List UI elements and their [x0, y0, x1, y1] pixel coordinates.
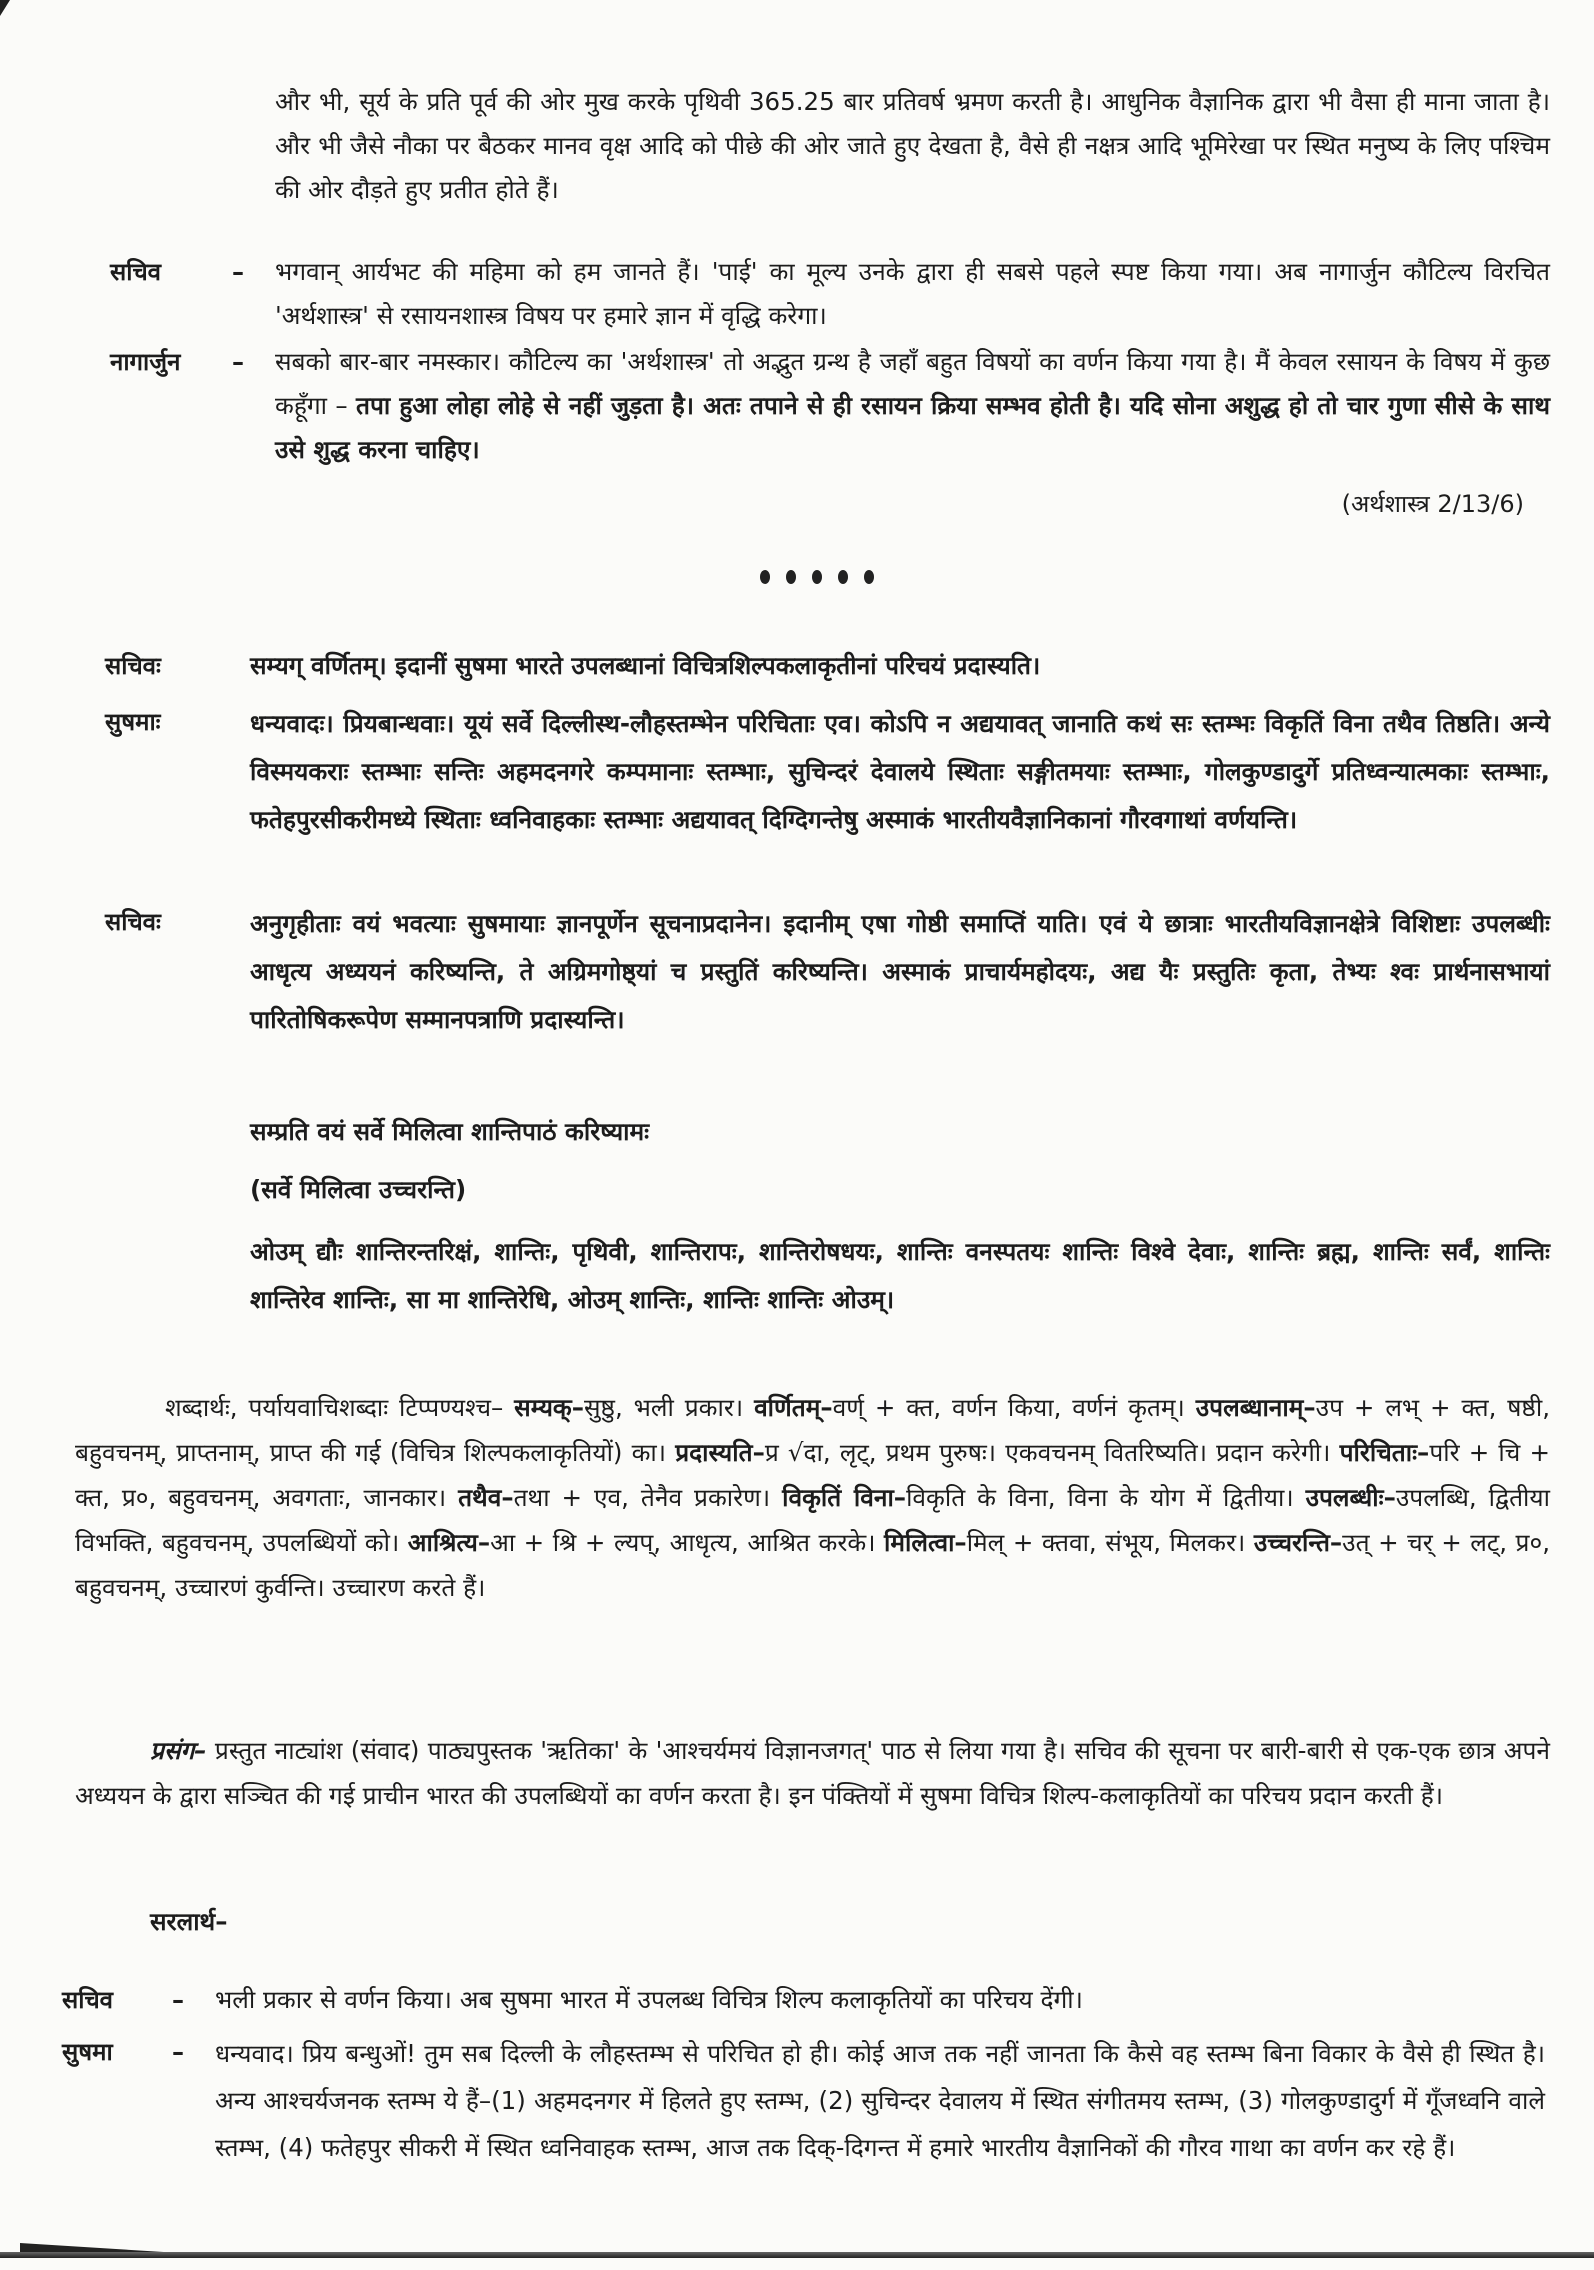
glossary-term: उपलब्धीः–	[1305, 1483, 1396, 1512]
glossary-meaning: तथा + एव, तेनैव प्रकारेण।	[513, 1483, 771, 1512]
glossary-term: आश्रित्य–	[407, 1528, 491, 1557]
glossary-meaning: प्र √दा, लृट्, प्रथम पुरुषः। एकवचनम् वितरिष्यति। प्रदान करेगी।	[764, 1438, 1331, 1467]
separator-dot	[864, 570, 874, 584]
summary-text: धन्यवाद। प्रिय बन्धुओं! तुम सब दिल्ली के लौहस्तम्भ से परिचित हो ही। कोई आज तक नहीं जानता कि कैसे वह स्तम्भ बिना विकार के वैसे ही स्थित है। अन्य आश्चर्यजनक स्तम्भ ये हैं–(1) अहमदनगर में हिलते हुए स्तम्भ, (2) सुचिन्दर देवालय में स्थित संगीतमय स्तम्भ, (3) गोलकुण्डादुर्ग में गूँजध्वनि वाले स्तम्भ, (4) फतेहपुर सीकरी में स्थित ध्वनिवाहक स्तम्भ, आज तक दिक्-दिगन्त में हमारे भारतीय वैज्ञानिकों की गौरव गाथा का वर्णन कर रहे हैं।	[215, 2039, 1545, 2162]
context-label: प्रसंग–	[150, 1736, 207, 1765]
speaker-dash: –	[232, 348, 244, 376]
glossary-term: तथैव–	[458, 1483, 514, 1512]
glossary-meaning: मिल् + क्तवा, संभूय, मिलकर।	[966, 1528, 1246, 1557]
glossary-meaning: उपलब्धि, द्वितीया विभक्ति, बहुवचनम्, उपलब्धियों को।	[75, 1483, 1550, 1557]
sanskrit-text: अनुगृहीताः वयं भवत्याः सुषमायाः ज्ञानपूर्णेन सूचनाप्रदानेन। इदानीम् एषा गोष्ठी समाप्तिं याति। एवं ये छात्राः भारतीयविज्ञानक्षेत्रे विशिष्टाः उपलब्धीः आधृत्य अध्ययनं करिष्यन्ति, ते अग्रिमगोष्ठ्यां च प्रस्तुतिं करिष्यन्ति। अस्माकं प्राचार्यमहोदयः, अद्य यैः प्रस्तुतिः कृता, तेभ्यः श्वः प्रार्थनासभायां पारितोषिकरूपेण सम्मानपत्राणि प्रदास्यन्ति।	[250, 909, 1550, 1034]
glossary-term: वर्णितम्–	[754, 1393, 833, 1422]
glossary-meaning: उप + लभ् + क्त, षष्ठी, बहुवचनम्, प्राप्तनाम्, प्राप्त की गई (विचित्र शिल्पकलाकृतियों) का।	[75, 1393, 1550, 1467]
shanti-intro: सम्प्रति वयं सर्वे मिलित्वा शान्तिपाठं करिष्यामः	[250, 1117, 650, 1146]
separator-dot	[786, 570, 796, 584]
dialogue-text: भगवान् आर्यभट की महिमा को हम जानते हैं। 'पाई' का मूल्य उनके द्वारा ही सबसे पहले स्पष्ट किया गया। अब नागार्जुन कौटिल्य विरचित 'अर्थशास्त्र' से रसायनशास्त्र विषय पर हमारे ज्ञान में वृद्धि करेगा।	[275, 257, 1550, 330]
stage-direction: (सर्वे मिलित्वा उच्चरन्ति)	[250, 1175, 467, 1204]
glossary-term: सम्यक्–	[514, 1393, 584, 1422]
glossary-meaning: परि + चि + क्त, प्र०, बहुवचनम्, अवगताः, जानकार।	[75, 1438, 1551, 1512]
glossary-meaning: विकृति के विना, विना के योग में द्वितीया।	[906, 1483, 1294, 1512]
speaker-nagarjun: नागार्जुन	[110, 348, 181, 376]
speaker-dash: –	[172, 1986, 184, 2014]
glossary-term: उच्चरन्ति–	[1253, 1528, 1343, 1557]
separator-dot	[760, 570, 770, 584]
speaker-sachiv: सचिव	[62, 1986, 114, 2014]
shanti-path: ओउम् द्यौः शान्तिरन्तरिक्षं, शान्तिः, पृथिवी, शान्तिरापः, शान्तिरोषधयः, शान्तिः वनस्पतयः शान्तिः विश्वे देवाः, शान्तिः ब्रह्म, शान्तिः सर्वं, शान्तिः शान्तिरेव शान्तिः, सा मा शान्तिरेधि, ओउम् शान्तिः, शान्तिः शान्तिः ओउम्।	[250, 1237, 1550, 1314]
glossary-heading: शब्दार्थः, पर्यायवाचिशब्दाः टिप्पण्यश्च–	[165, 1393, 504, 1422]
sanskrit-text: सम्यग् वर्णितम्। इदानीं सुषमा भारते उपलब्धानां विचित्रशिल्पकलाकृतीनां परिचयं प्रदास्यति।	[250, 651, 1041, 680]
glossary-term: मिलित्वा–	[884, 1528, 967, 1557]
separator-dot	[838, 570, 848, 584]
glossary-meaning: सुष्ठु, भली प्रकार।	[583, 1393, 744, 1422]
speaker-sushma: सुषमा	[62, 2038, 113, 2066]
dialogue-text-plain: सबको बार-बार नमस्कार। कौटिल्य का 'अर्थशास्त्र' तो अद्भुत ग्रन्थ है जहाँ बहुत विषयों का वर्णन किया गया है। मैं केवल रसायन के विषय में कुछ कहूँगा –	[275, 347, 1550, 420]
glossary-meaning: वर्ण् + क्त, वर्णन किया, वर्णनं कृतम्।	[832, 1393, 1185, 1422]
speaker-sachiv: सचिव	[110, 258, 162, 286]
summary-heading: सरलार्थ–	[150, 1907, 228, 1936]
summary-text: भली प्रकार से वर्णन किया। अब सुषमा भारत में उपलब्ध विचित्र शिल्प कलाकृतियों का परिचय देंगी।	[215, 1985, 1083, 2014]
section-separator	[760, 570, 874, 584]
dialogue-text	[275, 340, 1550, 472]
glossary-term: उपलब्धानाम्–	[1195, 1393, 1316, 1422]
citation: (अर्थशास्त्र 2/13/6)	[1341, 490, 1524, 518]
sanskrit-text: धन्यवादः। प्रियबान्धवाः। यूयं सर्वे दिल्लीस्थ-लौहस्तम्भेन परिचिताः एव। कोऽपि न अद्ययावत् जानाति कथं सः स्तम्भः विकृतिं विना तथैव तिष्ठति। अन्ये विस्मयकराः स्तम्भाः सन्तिः अहमदनगरे कम्पमानाः स्तम्भाः, सुचिन्दरं देवालये स्थिताः सङ्गीतमयाः स्तम्भाः, गोलकुण्डादुर्गे प्रतिध्वन्यात्मकाः स्तम्भाः, फतेहपुरसीकरीमध्ये स्थिताः ध्वनिवाहकाः स्तम्भाः अद्ययावत् दिग्दिगन्तेषु अस्माकं भारतीयवैज्ञानिकानां गौरवगाथां वर्णयन्ति।	[250, 709, 1550, 834]
speaker-sachiv-sanskrit: सचिवः	[105, 652, 161, 680]
glossary-meaning: आ + श्रि + ल्यप्, आधृत्य, आश्रित करके।	[490, 1528, 876, 1557]
speaker-dash: –	[172, 2038, 184, 2066]
context-paragraph	[75, 1728, 1550, 1818]
speaker-sushma-sanskrit: सुषमाः	[105, 708, 161, 736]
speaker-dash: –	[232, 258, 244, 286]
glossary-term: प्रदास्यति–	[675, 1438, 765, 1467]
intro-paragraph: और भी, सूर्य के प्रति पूर्व की ओर मुख करके पृथिवी 365.25 बार प्रतिवर्ष भ्रमण करती है। आधुनिक वैज्ञानिक द्वारा भी वैसा ही माना जाता है। और भी जैसे नौका पर बैठकर मानव वृक्ष आदि को पीछे की ओर जाते हुए देखता है, वैसे ही नक्षत्र आदि भूमिरेखा पर स्थित मनुष्य के लिए पश्चिम की ओर दौड़ते हुए प्रतीत होते हैं।	[275, 87, 1550, 204]
separator-dot	[812, 570, 822, 584]
glossary-meaning: उत् + चर् + लट्, प्र०, बहुवचनम्, उच्चारणं कुर्वन्ति। उच्चारण करते हैं।	[75, 1528, 1551, 1602]
speaker-sachiv-sanskrit: सचिवः	[105, 908, 161, 936]
context-text: प्रस्तुत नाट्यांश (संवाद) पाठ्यपुस्तक 'ऋतिका' के 'आश्चर्यमयं विज्ञानजगत्' पाठ से लिया गया है। सचिव की सूचना पर बारी-बारी से एक-एक छात्र अपने अध्ययन के द्वारा सञ्चित की गई प्राचीन भारत की उपलब्धियों का वर्णन करता है। इन पंक्तियों में सुषमा विचित्र शिल्प-कलाकृतियों का परिचय प्रदान करती हैं।	[75, 1736, 1550, 1810]
glossary-term: विकृतिं विना–	[782, 1483, 907, 1512]
glossary-term: परिचिताः–	[1339, 1438, 1430, 1467]
scan-bottom-edge	[0, 2252, 1594, 2258]
glossary	[75, 1385, 1550, 1610]
scan-corner-mark	[0, 0, 10, 16]
dialogue-text-bold: तपा हुआ लोहा लोहे से नहीं जुड़ता है। अतः तपाने से ही रसायन क्रिया सम्भव होती है। यदि सोना अशुद्ध हो तो चार गुणा सीसे के साथ उसे शुद्ध करना चाहिए।	[275, 391, 1550, 464]
